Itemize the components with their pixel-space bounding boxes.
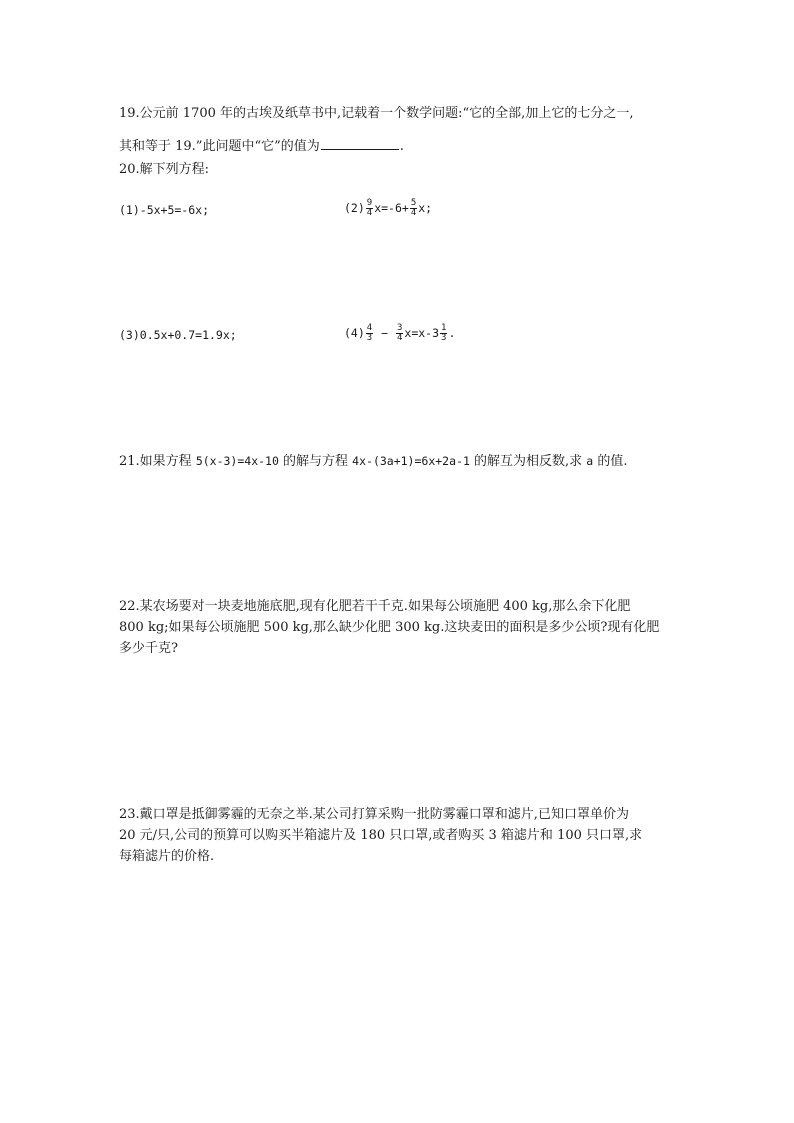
fraction-numerator: 9	[366, 198, 373, 208]
q21-text: 21.如果方程	[119, 454, 196, 469]
q20-title: 20.解下列方程:	[119, 162, 210, 177]
fraction-numerator: 3	[396, 323, 403, 333]
fraction-numerator: 4	[366, 323, 373, 333]
q19-line2-text: 其和等于 19.”此问题中“它”的值为	[119, 139, 320, 154]
q20-part4-label: (4)	[344, 326, 365, 340]
fraction-denominator: 4	[410, 208, 417, 218]
q23-line3: 每箱滤片的价格.	[119, 849, 215, 864]
q20-part4	[344, 324, 455, 343]
fraction	[440, 324, 447, 343]
fraction	[366, 324, 373, 343]
q20-part2-end: x;	[418, 201, 433, 215]
answer-blank[interactable]	[321, 137, 399, 150]
q22-line2: 800 kg;如果每公顷施肥 500 kg,那么缺少化肥 300 kg.这块麦田的面积是多少公顷?现有化肥	[119, 620, 660, 635]
q19-line2	[119, 137, 404, 155]
fraction-numerator: 1	[441, 323, 447, 333]
q22-line3: 多少千克?	[119, 641, 178, 656]
q21-variable: a	[586, 454, 594, 468]
q20-part1: (1)-5x+5=-6x;	[119, 203, 210, 217]
q20-part4-mid: x=x-3	[404, 326, 440, 340]
fraction-denominator: 4	[396, 333, 403, 343]
fraction	[366, 199, 373, 218]
fraction-numerator: 5	[410, 198, 417, 208]
q21-equation-1: 5(x-3)=4x-10	[195, 454, 279, 468]
fraction-denominator: 3	[441, 333, 447, 343]
q20-part4-end: .	[448, 326, 456, 340]
q21-text: 的解与方程	[278, 454, 353, 469]
q23-line1: 23.戴口罩是抵御雾霾的无奈之举.某公司打算采购一批防雾霾口罩和滤片,已知口罩单价为	[119, 807, 629, 822]
q20-part2-mid: x=-6+	[374, 201, 409, 215]
q23-line2: 20 元/只,公司的预算可以购买半箱滤片及 180 只口罩,或者购买 3 箱滤片和 100 只口罩,求	[119, 828, 643, 843]
q22-line1: 22.某农场要对一块麦地施底肥,现有化肥若干千克.如果每公顷施肥 400 kg,那么余下化肥	[119, 599, 631, 614]
q19-line1: 19.公元前 1700 年的古埃及纸草书中,记载着一个数学问题:“它的全部,加上它的七分之一,	[119, 106, 634, 121]
fraction-denominator: 3	[366, 333, 373, 343]
fraction	[410, 199, 417, 218]
q20-part2-label: (2)	[344, 201, 365, 215]
fraction-denominator: 4	[366, 208, 373, 218]
q20-part3: (3)0.5x+0.7=1.9x;	[119, 328, 237, 342]
q19-line2-end: .	[399, 139, 404, 154]
q21-line	[119, 453, 627, 470]
fraction	[396, 324, 403, 343]
minus-sign: −	[374, 326, 395, 340]
q20-part2	[344, 199, 432, 218]
q21-text: 的值.	[593, 454, 628, 469]
q21-equation-2: 4x-(3a+1)=6x+2a-1	[352, 454, 470, 468]
q21-text: 的解互为相反数,求	[469, 454, 587, 469]
